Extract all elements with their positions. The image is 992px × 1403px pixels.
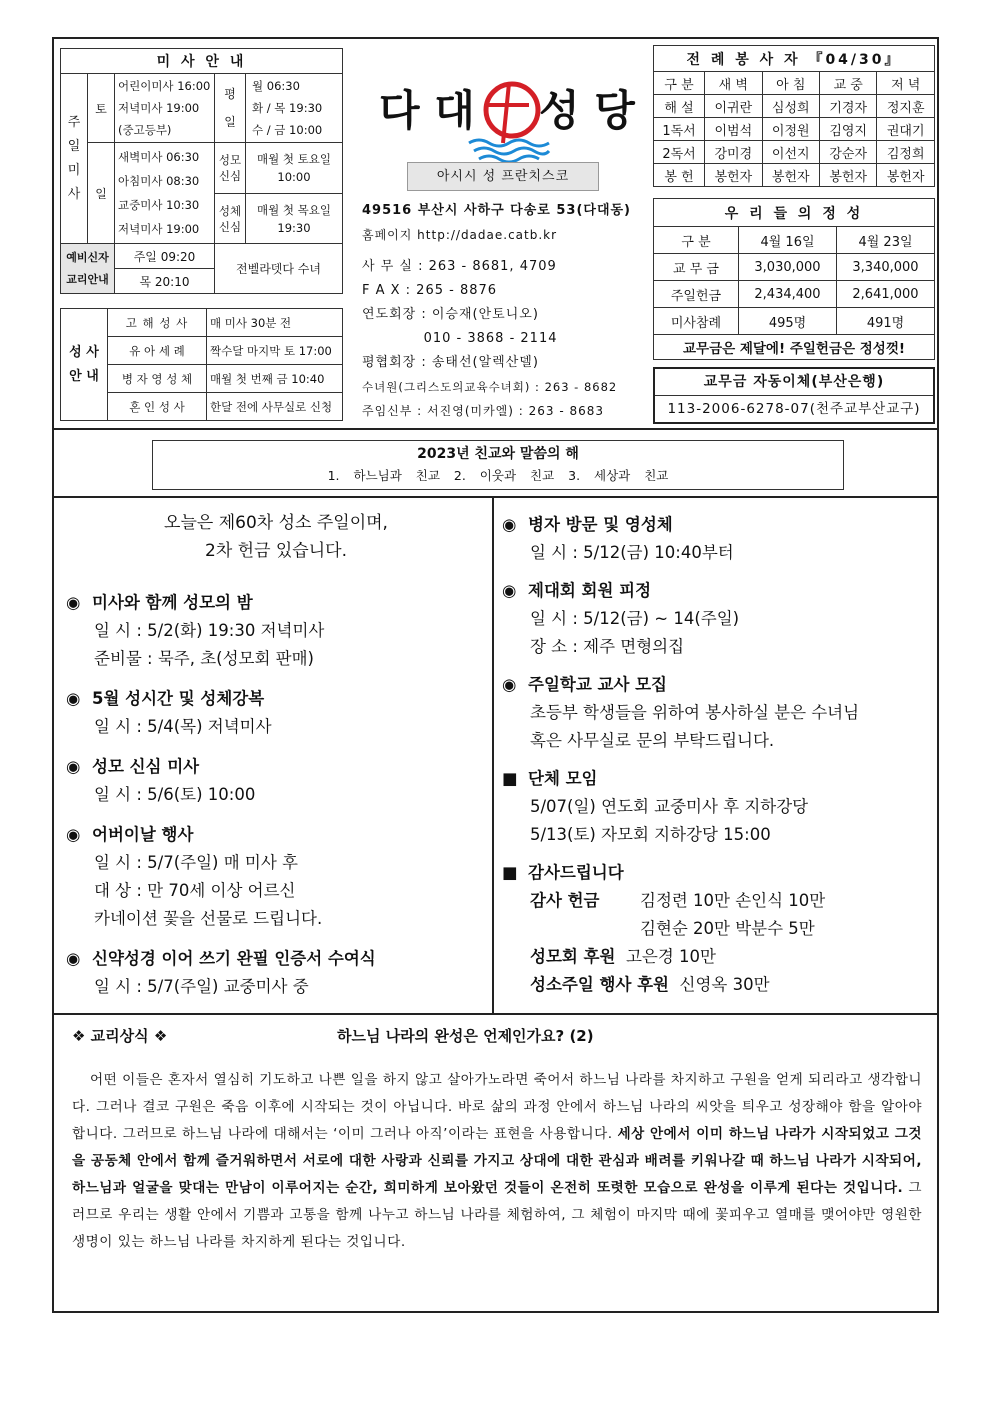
svg-text:다 대: 다 대	[379, 86, 475, 135]
offering-cell: 3,030,000	[739, 254, 837, 281]
notice-heading: ◉ 5월 성시간 및 성체강복	[66, 685, 486, 713]
sat-label: 토	[88, 74, 115, 143]
bullet-icon: ◉	[66, 689, 81, 708]
intro-line-2: 2차 헌금 있습니다.	[205, 541, 347, 561]
offering-cell: 2,434,400	[739, 281, 837, 308]
devotion-cells	[215, 143, 343, 244]
year-title: 2023년 친교와 말씀의 해	[417, 446, 579, 462]
offering-title: 우 리 들 의 정 성	[654, 199, 935, 227]
notice-line: 혹은 사무실로 문의 부탁드립니다.	[530, 731, 775, 750]
server-cell: 김정희	[877, 141, 935, 164]
offering-header: 4월 16일	[739, 227, 837, 254]
notice-line: 5/07(일) 연도회 교중미사 후 지하강당	[530, 797, 809, 816]
servers-header: 새 벽	[705, 72, 762, 95]
seongmo-label: 성모 신심	[215, 143, 246, 194]
server-cell: 이범석	[705, 118, 762, 141]
notice-heading: ◉ 신약성경 이어 쓰기 완필 인증서 수여식	[66, 945, 486, 973]
server-cell: 봉헌자	[705, 164, 762, 187]
sac-name-2: 유 아 세 례	[108, 337, 207, 365]
thanks-line: 김현순 20만 박분수 5만	[640, 919, 815, 938]
server-cell: 권대기	[877, 118, 935, 141]
divider	[54, 1013, 937, 1015]
bullet-icon: ◉	[502, 515, 517, 534]
sac-val-4: 한달 전에 사무실로 신청	[207, 393, 343, 421]
intro-line-1: 오늘은 제60차 성소 주일이며,	[164, 513, 388, 533]
servers-header: 구 분	[654, 72, 705, 95]
offering-cell: 495명	[739, 308, 837, 335]
square-bullet-icon: ■	[502, 769, 518, 788]
offering-cell: 미사참례	[654, 308, 739, 335]
catechism-title: 하느님 나라의 완성은 언제인가요? (2)	[337, 1027, 594, 1045]
offering-cell: 491명	[837, 308, 935, 335]
mass-schedule-table	[60, 48, 343, 294]
divider	[54, 428, 937, 430]
catechu-label: 예비신자 교리안내	[61, 244, 115, 294]
contact-office: 사 무 실 : 263 - 8681, 4709	[362, 259, 557, 274]
sac-val-2: 짝수달 마지막 토 17:00	[207, 337, 343, 365]
notice-line: 일 시 : 5/12(금) ~ 14(주일)	[530, 609, 740, 628]
sac-name-1: 고 해 성 사	[108, 309, 207, 337]
notice-line: 일 시 : 5/4(목) 저녁미사	[94, 717, 272, 736]
notice-line: 일 시 : 5/6(토) 10:00	[94, 785, 256, 804]
offering-cell: 2,641,000	[837, 281, 935, 308]
sacrament-label: 성 사 안 내	[61, 309, 108, 421]
bullet-icon: ◉	[66, 949, 81, 968]
notice-heading: ◉ 미사와 함께 성모의 밤	[66, 589, 486, 617]
notice-line: 장 소 : 제주 면형의집	[530, 637, 685, 656]
logo-mark	[379, 65, 635, 165]
notice-heading: ◉ 병자 방문 및 영성체	[502, 511, 932, 539]
catechism-section	[72, 1025, 922, 1256]
contact-pyeonghyeop: 평협회장 : 송태선(알렉산델)	[362, 355, 539, 370]
catechu-time-2: 목 20:10	[115, 269, 215, 294]
notice-line: 준비물 : 묵주, 초(성모회 판매)	[94, 649, 314, 668]
patron-saint: 아시시 성 프란치스코	[407, 162, 599, 191]
server-cell: 이정원	[762, 118, 819, 141]
sac-name-3: 병 자 영 성 체	[108, 365, 207, 393]
bullet-icon: ◉	[66, 825, 81, 844]
notice-heading: ◉ 제대회 회원 피정	[502, 577, 932, 605]
address: 49516 부산시 사하구 다송로 53(다대동)	[362, 203, 632, 218]
homepage[interactable]: 홈페이지 http://dadae.catb.kr	[362, 228, 558, 242]
notice-line: 5/13(토) 자모회 지하강당 15:00	[530, 825, 771, 844]
year-items: 1. 하느님과 친교 2. 이웃과 친교 3. 세상과 친교	[327, 468, 669, 483]
server-cell: 이선지	[762, 141, 819, 164]
notice-line: 일 시 : 5/7(주일) 매 미사 후	[94, 853, 298, 872]
catechu-teacher: 전벨라뎃다 수녀	[215, 244, 343, 294]
catechism-label: ❖ 교리상식 ❖	[72, 1027, 168, 1045]
notice-heading: ■ 감사드립니다	[502, 859, 932, 887]
notice-line: 초등부 학생들을 위하여 봉사하실 분은 수녀님	[530, 703, 860, 722]
seongmo-text: 매월 첫 토요일 10:00	[246, 143, 343, 194]
notice-line: 일 시 : 5/12(금) 10:40부터	[530, 543, 734, 562]
thanks-line: 성소주일 행사 후원 신영옥 30만	[530, 975, 770, 994]
notice-heading: ◉ 어버이날 행사	[66, 821, 486, 849]
offering-header: 구 분	[654, 227, 739, 254]
bullet-icon: ◉	[66, 757, 81, 776]
sun-label: 일	[88, 143, 115, 244]
notice-line: 일 시 : 5/2(화) 19:30 저녁미사	[94, 621, 325, 640]
server-cell: 봉 헌	[654, 164, 705, 187]
contact-yeondo-phone: 010 - 3868 - 2114	[362, 331, 558, 346]
server-cell: 해 설	[654, 95, 705, 118]
bulletin-frame	[52, 37, 939, 1313]
contact-pastor: 주임신부 : 서진영(미카엘) : 263 - 8683	[362, 404, 605, 418]
contact-fax: F A X : 265 - 8876	[362, 283, 498, 298]
notice-line: 카네이션 꽃을 선물로 드립니다.	[94, 909, 323, 928]
seongche-label: 성체 신심	[215, 194, 246, 244]
thanks-line: 감사 헌금 김정련 10만 손인식 10만	[530, 891, 826, 910]
right-announcements	[502, 511, 932, 999]
divider	[54, 496, 937, 498]
thanks-line: 성모회 후원 고은경 10만	[530, 947, 716, 966]
offering-cell: 교 무 금	[654, 254, 739, 281]
square-bullet-icon: ■	[502, 863, 518, 882]
servers-header: 저 녁	[877, 72, 935, 95]
contact-convent: 수녀원(그리스도의교육수녀회) : 263 - 8682	[362, 380, 618, 394]
server-cell: 강미경	[705, 141, 762, 164]
catechu-time-1: 주일 09:20	[115, 244, 215, 269]
parish-address-block	[362, 199, 631, 423]
autopay-box	[653, 367, 935, 424]
offering-cell: 주일헌금	[654, 281, 739, 308]
server-cell: 봉헌자	[877, 164, 935, 187]
server-cell: 2독서	[654, 141, 705, 164]
left-announcements	[66, 509, 486, 1001]
weekday-label: 평 일	[215, 74, 246, 143]
servers-header: 아 침	[762, 72, 819, 95]
server-cell: 김영지	[819, 118, 876, 141]
server-cell: 봉헌자	[819, 164, 876, 187]
bullet-icon: ◉	[502, 675, 517, 694]
sac-name-4: 혼 인 성 사	[108, 393, 207, 421]
autopay-account: 113-2006-6278-07(천주교부산교구)	[667, 401, 921, 417]
server-cell: 심성희	[762, 95, 819, 118]
notice-heading: ■ 단체 모임	[502, 765, 932, 793]
bullet-icon: ◉	[502, 581, 517, 600]
sac-val-1: 매 미사 30분 전	[207, 309, 343, 337]
svg-text:성 당: 성 당	[539, 86, 635, 135]
sat-mass-times: 어린이미사 16:00 저녁미사 19:00 (중고등부)	[115, 74, 215, 143]
server-cell: 강순자	[819, 141, 876, 164]
notice-line: 일 시 : 5/7(주일) 교중미사 중	[94, 977, 309, 996]
year-theme-box	[152, 440, 844, 490]
autopay-title: 교무금 자동이체(부산은행)	[655, 369, 933, 396]
sac-val-3: 매월 첫 번째 금 10:40	[207, 365, 343, 393]
notice-heading: ◉ 성모 신심 미사	[66, 753, 486, 781]
servers-header: 교 중	[819, 72, 876, 95]
server-cell: 1독서	[654, 118, 705, 141]
weekday-mass-times: 월 06:30 화 / 목 19:30 수 / 금 10:00	[246, 74, 343, 143]
offering-table	[653, 198, 935, 360]
sunday-mass-label: 주 일 미 사	[61, 74, 88, 244]
servers-title: 전 례 봉 사 자 『04/30』	[654, 46, 935, 72]
sun-mass-times: 새벽미사 06:30 아침미사 08:30 교중미사 10:30 저녁미사 19:00	[115, 143, 215, 244]
catechism-header	[72, 1025, 922, 1051]
notice-line: 대 상 : 만 70세 이상 어르신	[94, 881, 296, 900]
contact-yeondo: 연도회장 : 이승재(안토니오)	[362, 307, 539, 322]
sacrament-table	[60, 308, 343, 421]
mass-title: 미 사 안 내	[61, 49, 343, 74]
bullet-icon: ◉	[66, 593, 81, 612]
seongche-text: 매월 첫 목요일 19:30	[257, 202, 331, 235]
offering-header: 4월 23일	[837, 227, 935, 254]
parish-logo	[379, 65, 635, 169]
server-cell: 봉헌자	[762, 164, 819, 187]
column-divider	[492, 498, 494, 1013]
liturgy-servers-table	[653, 45, 935, 187]
server-cell: 기경자	[819, 95, 876, 118]
server-cell: 이귀란	[705, 95, 762, 118]
offering-note: 교무금은 제달에! 주일헌금은 정성껏!	[654, 335, 935, 360]
catechism-body: 어떤 이들은 혼자서 열심히 기도하고 나쁜 일을 하지 않고 살아가노라면 죽어서 하느님 나라를 차지하고 구원을 얻게 되리라고 생각합니다. 그러나 결코 구원은 죽음 이후에 시작되는 것이 아닙니다. 바로 삶의 과정 안에서 하느님 나라의 씨앗을 틔우고 성장해야 함을 알아야 합니다. 그러므로 하느님 나라에 대해서는 ‘이미 그러나 아직’이라는 표현을 사용합니다. 세상 안에서 이미 하느님 나라가 시작되었고 그것을 공동체 안에서 함께 즐거워하면서 서로에 대한 사랑과 신뢰를 가지고 상대에 대한 관심과 배려를 키워나갈 때 하느님 나라가 시작되어, 하느님과 얼굴을 맞대는 만남이 이루어지는 순간, 희미하게 보아왔던 것들이 온전히 또렷한 모습으로 완성을 이루게 된다는 것입니다. 그러므로 우리는 생활 안에서 기쁨과 고통을 함께 나누고 하느님 나라를 체험하여, 그 체험이 마지막 때에 꽃피우고 열매를 맺어야만 영원한 생명이 있는 하느님 나라를 차지하게 된다는 것입니다.	[72, 1072, 923, 1250]
offering-cell: 3,340,000	[837, 254, 935, 281]
notice-heading: ◉ 주일학교 교사 모집	[502, 671, 932, 699]
server-cell: 정지훈	[877, 95, 935, 118]
